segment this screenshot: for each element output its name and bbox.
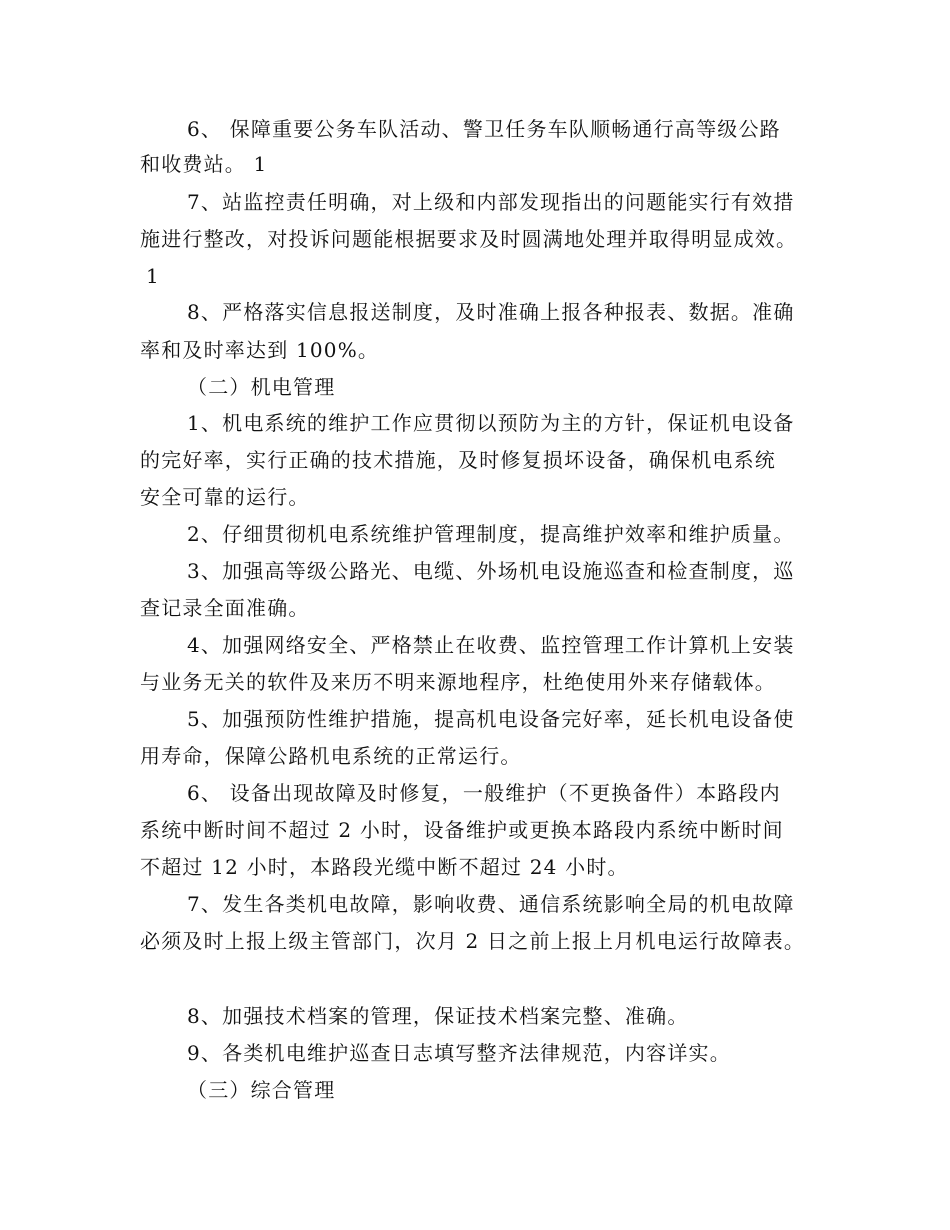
text-line: 2、仔细贯彻机电系统维护管理制度，提高维护效率和维护质量。 bbox=[187, 522, 795, 546]
text-line: 8、严格落实信息报送制度，及时准确上报各种报表、数据。准确 bbox=[187, 300, 795, 324]
text-line: 和收费站。 1 bbox=[140, 152, 268, 176]
text-line: 9、各类机电维护巡查日志填写整齐法律规范，内容详实。 bbox=[187, 1041, 731, 1065]
text-line: 系统中断时间不超过 2 小时，设备维护或更换本路段内系统中断时间 bbox=[140, 818, 784, 842]
section-heading: （三）综合管理 bbox=[187, 1078, 336, 1102]
text-line: 必须及时上报上级主管部门，次月 2 日之前上报上月机电运行故障表。 bbox=[140, 929, 806, 953]
text-line: 4、加强网络安全、严格禁止在收费、监控管理工作计算机上安装 bbox=[187, 633, 795, 657]
text-line: 安全可靠的运行。 bbox=[140, 485, 310, 509]
section-heading: （二）机电管理 bbox=[187, 375, 336, 399]
text-line: 6、 设备出现故障及时修复，一般维护（不更换备件）本路段内 bbox=[187, 781, 781, 805]
text-line: 7、站监控责任明确，对上级和内部发现指出的问题能实行有效措 bbox=[187, 190, 795, 214]
text-line: 3、加强高等级公路光、电缆、外场机电设施巡查和检查制度，巡 bbox=[187, 559, 795, 583]
text-line: 查记录全面准确。 bbox=[140, 596, 310, 620]
text-line: 5、加强预防性维护措施，提高机电设备完好率，延长机电设备使 bbox=[187, 707, 795, 731]
text-line: 的完好率，实行正确的技术措施，及时修复损坏设备，确保机电系统 bbox=[140, 448, 776, 472]
text-line: 施进行整改，对投诉问题能根据要求及时圆满地处理并取得明显成效。 bbox=[140, 227, 798, 251]
text-line: 1、机电系统的维护工作应贯彻以预防为主的方针，保证机电设备 bbox=[187, 411, 795, 435]
text-line: 不超过 12 小时，本路段光缆中断不超过 24 小时。 bbox=[140, 855, 629, 879]
text-line: 6、 保障重要公务车队活动、警卫任务车队顺畅通行高等级公路 bbox=[187, 117, 781, 141]
text-line: 用寿命，保障公路机电系统的正常运行。 bbox=[140, 744, 522, 768]
text-line: 与业务无关的软件及来历不明来源地程序，杜绝使用外来存储载体。 bbox=[140, 670, 776, 694]
text-line: 8、加强技术档案的管理，保证技术档案完整、准确。 bbox=[187, 1004, 689, 1028]
text-line: 1 bbox=[146, 264, 160, 288]
text-line: 7、发生各类机电故障，影响收费、通信系统影响全局的机电故障 bbox=[187, 892, 795, 916]
text-line: 率和及时率达到 100%。 bbox=[140, 338, 380, 362]
